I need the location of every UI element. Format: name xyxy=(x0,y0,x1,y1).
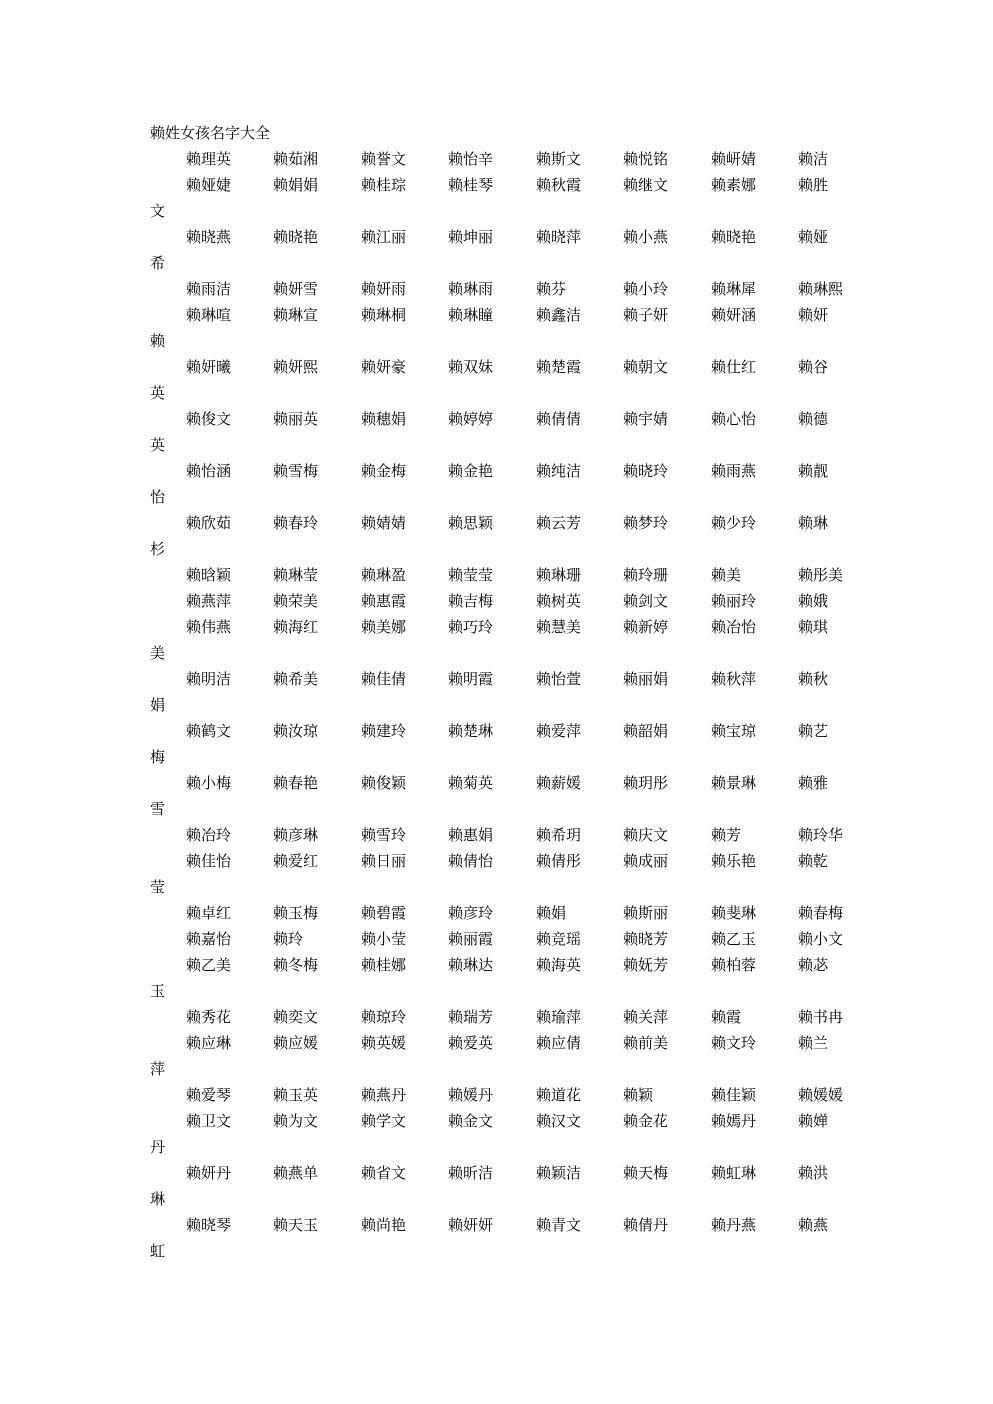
name-entry: 赖海红 xyxy=(273,618,319,636)
name-row xyxy=(150,926,870,952)
name-entry: 赖怡萱 xyxy=(536,670,582,688)
name-entry: 赖海英 xyxy=(536,956,582,974)
name-entry: 赖爱红 xyxy=(273,852,319,870)
name-entry: 赖怡涵 xyxy=(186,462,232,480)
name-entry: 赖妍妍 xyxy=(448,1216,494,1234)
name-entry: 赖秋霞 xyxy=(536,176,582,194)
name-entry: 赖婵 xyxy=(798,1112,829,1130)
name-entry: 赖悦铭 xyxy=(623,150,669,168)
name-entry: 赖爱琴 xyxy=(186,1086,232,1104)
name-entry: 赖妍涵 xyxy=(711,306,757,324)
name-row xyxy=(150,718,870,770)
name-entry: 赖誉文 xyxy=(361,150,407,168)
name-entry: 赖瑞芳 xyxy=(448,1008,494,1026)
name-entry: 赖成丽 xyxy=(623,852,669,870)
name-row xyxy=(150,1004,870,1030)
name-entry: 赖云芳 xyxy=(536,514,582,532)
name-entry: 赖靓 xyxy=(798,462,829,480)
name-entry: 赖冶怡 xyxy=(711,618,757,636)
name-entry: 赖妩芳 xyxy=(623,956,669,974)
name-entry: 赖卓红 xyxy=(186,904,232,922)
name-entry: 赖倩怡 xyxy=(448,852,494,870)
name-entry: 赖乐艳 xyxy=(711,852,757,870)
name-entry: 赖秀花 xyxy=(186,1008,232,1026)
name-row xyxy=(150,146,870,172)
name-entry: 赖琳犀 xyxy=(711,280,757,298)
name-entry: 赖妍雨 xyxy=(361,280,407,298)
name-entry: 赖为文 xyxy=(273,1112,319,1130)
name-entry: 赖庆文 xyxy=(623,826,669,844)
name-entry: 赖韶娟 xyxy=(623,722,669,740)
name-entry: 赖倩彤 xyxy=(536,852,582,870)
name-row xyxy=(150,510,870,562)
name-entry: 赖燕萍 xyxy=(186,592,232,610)
name-entry: 赖妍曦 xyxy=(186,358,232,376)
name-entry: 赖楚霞 xyxy=(536,358,582,376)
name-entry: 赖晓玲 xyxy=(623,462,669,480)
name-entry: 赖芳 xyxy=(711,826,742,844)
name-row xyxy=(150,1160,870,1212)
name-entry: 赖桂琴 xyxy=(448,176,494,194)
name-entry: 赖洪 xyxy=(798,1164,829,1182)
name-row xyxy=(150,1212,870,1264)
name-row xyxy=(150,562,870,588)
name-entry: 赖惠娟 xyxy=(448,826,494,844)
name-entry: 赖继文 xyxy=(623,176,669,194)
name-entry: 赖英媛 xyxy=(361,1034,407,1052)
name-entry: 赖道花 xyxy=(536,1086,582,1104)
name-entry: 赖胜 xyxy=(798,176,829,194)
name-continuation: 文 xyxy=(150,202,166,220)
name-entry: 赖金文 xyxy=(448,1112,494,1130)
name-entry: 赖琳达 xyxy=(448,956,494,974)
name-entry: 赖金梅 xyxy=(361,462,407,480)
name-entry: 赖希美 xyxy=(273,670,319,688)
name-entry: 赖妍 xyxy=(798,306,829,324)
name-entry: 赖颖 xyxy=(623,1086,654,1104)
name-row xyxy=(150,900,870,926)
name-row xyxy=(150,770,870,822)
name-entry: 赖倩丹 xyxy=(623,1216,669,1234)
name-entry: 赖小玲 xyxy=(623,280,669,298)
name-entry: 赖秋萍 xyxy=(711,670,757,688)
name-entry: 赖艺 xyxy=(798,722,829,740)
name-continuation: 美 xyxy=(150,644,166,662)
name-entry: 赖霞 xyxy=(711,1008,742,1026)
name-continuation: 英 xyxy=(150,436,166,454)
name-entry: 赖金花 xyxy=(623,1112,669,1130)
name-entry: 赖琳珊 xyxy=(536,566,582,584)
name-entry: 赖希玥 xyxy=(536,826,582,844)
name-entry: 赖斐琳 xyxy=(711,904,757,922)
name-entry: 赖天梅 xyxy=(623,1164,669,1182)
name-entry: 赖美娜 xyxy=(361,618,407,636)
name-entry: 赖欣茹 xyxy=(186,514,232,532)
name-entry: 赖斯丽 xyxy=(623,904,669,922)
name-entry: 赖明洁 xyxy=(186,670,232,688)
name-entry: 赖竞瑶 xyxy=(536,930,582,948)
name-row xyxy=(150,848,870,900)
name-row xyxy=(150,1082,870,1108)
name-entry: 赖小莹 xyxy=(361,930,407,948)
name-entry: 赖雪玲 xyxy=(361,826,407,844)
name-entry: 赖琳雨 xyxy=(448,280,494,298)
name-entry: 赖娥 xyxy=(798,592,829,610)
name-entry: 赖嫣丹 xyxy=(711,1112,757,1130)
name-entry: 赖玲珊 xyxy=(623,566,669,584)
name-entry: 赖雨燕 xyxy=(711,462,757,480)
name-entry: 赖洁 xyxy=(798,150,829,168)
name-continuation: 丹 xyxy=(150,1138,166,1156)
name-entry: 赖琪 xyxy=(798,618,829,636)
name-entry: 赖谷 xyxy=(798,358,829,376)
name-entry: 赖媛丹 xyxy=(448,1086,494,1104)
name-entry: 赖纯洁 xyxy=(536,462,582,480)
name-row xyxy=(150,224,870,276)
name-entry: 赖琳桐 xyxy=(361,306,407,324)
name-entry: 赖景琳 xyxy=(711,774,757,792)
name-entry: 赖岍婧 xyxy=(711,150,757,168)
name-entry: 赖理英 xyxy=(186,150,232,168)
name-row xyxy=(150,1108,870,1160)
document-title: 赖姓女孩名字大全 xyxy=(150,124,271,142)
name-entry: 赖琳宣 xyxy=(273,306,319,324)
name-entry: 赖惠霞 xyxy=(361,592,407,610)
name-entry: 赖俊颖 xyxy=(361,774,407,792)
name-entry: 赖学文 xyxy=(361,1112,407,1130)
name-entry: 赖晓琴 xyxy=(186,1216,232,1234)
name-entry: 赖梦玲 xyxy=(623,514,669,532)
name-entry: 赖妍熙 xyxy=(273,358,319,376)
name-entry: 赖娟娟 xyxy=(273,176,319,194)
name-entry: 赖日丽 xyxy=(361,852,407,870)
name-entry: 赖应倩 xyxy=(536,1034,582,1052)
name-entry: 赖仕红 xyxy=(711,358,757,376)
name-entry: 赖茹湘 xyxy=(273,150,319,168)
name-row xyxy=(150,614,870,666)
name-entry: 赖爱英 xyxy=(448,1034,494,1052)
name-entry: 赖冬梅 xyxy=(273,956,319,974)
name-entry: 赖春艳 xyxy=(273,774,319,792)
name-entry: 赖晗颖 xyxy=(186,566,232,584)
name-entry: 赖琳 xyxy=(798,514,829,532)
name-entry: 赖文玲 xyxy=(711,1034,757,1052)
name-entry: 赖虹琳 xyxy=(711,1164,757,1182)
name-entry: 赖乙美 xyxy=(186,956,232,974)
name-entry: 赖娟 xyxy=(536,904,567,922)
name-row xyxy=(150,458,870,510)
name-entry: 赖冶玲 xyxy=(186,826,232,844)
name-entry: 赖怡辛 xyxy=(448,150,494,168)
name-row xyxy=(150,302,870,354)
name-entry: 赖前美 xyxy=(623,1034,669,1052)
name-entry: 赖彦玲 xyxy=(448,904,494,922)
name-entry: 赖倩倩 xyxy=(536,410,582,428)
name-entry: 赖穗娟 xyxy=(361,410,407,428)
name-entry: 赖天玉 xyxy=(273,1216,319,1234)
name-entry: 赖荣美 xyxy=(273,592,319,610)
name-entry: 赖朝文 xyxy=(623,358,669,376)
document-page xyxy=(150,120,870,1264)
name-entry: 赖碧霞 xyxy=(361,904,407,922)
name-list xyxy=(150,146,870,1264)
name-entry: 赖宇婧 xyxy=(623,410,669,428)
name-entry: 赖玲华 xyxy=(798,826,844,844)
name-entry: 赖鹤文 xyxy=(186,722,232,740)
name-entry: 赖少玲 xyxy=(711,514,757,532)
name-entry: 赖婷婷 xyxy=(448,410,494,428)
name-entry: 赖晓艳 xyxy=(711,228,757,246)
name-entry: 赖琳瞳 xyxy=(448,306,494,324)
name-entry: 赖娅 xyxy=(798,228,829,246)
name-continuation: 莹 xyxy=(150,878,166,896)
name-continuation: 娟 xyxy=(150,696,166,714)
name-entry: 赖颖洁 xyxy=(536,1164,582,1182)
name-row xyxy=(150,822,870,848)
name-entry: 赖小燕 xyxy=(623,228,669,246)
name-entry: 赖江丽 xyxy=(361,228,407,246)
name-continuation: 英 xyxy=(150,384,166,402)
name-entry: 赖雨洁 xyxy=(186,280,232,298)
name-entry: 赖吉梅 xyxy=(448,592,494,610)
name-entry: 赖玥彤 xyxy=(623,774,669,792)
name-entry: 赖鑫洁 xyxy=(536,306,582,324)
name-entry: 赖剑文 xyxy=(623,592,669,610)
name-entry: 赖卫文 xyxy=(186,1112,232,1130)
name-entry: 赖彦琳 xyxy=(273,826,319,844)
name-entry: 赖彤美 xyxy=(798,566,844,584)
name-entry: 赖莹莹 xyxy=(448,566,494,584)
name-entry: 赖巧玲 xyxy=(448,618,494,636)
name-entry: 赖琳盈 xyxy=(361,566,407,584)
name-entry: 赖奕文 xyxy=(273,1008,319,1026)
name-entry: 赖琳熙 xyxy=(798,280,844,298)
name-entry: 赖晓燕 xyxy=(186,228,232,246)
name-entry: 赖丹燕 xyxy=(711,1216,757,1234)
name-entry: 赖慧美 xyxy=(536,618,582,636)
name-continuation: 杉 xyxy=(150,540,166,558)
name-row xyxy=(150,588,870,614)
name-entry: 赖琳莹 xyxy=(273,566,319,584)
name-continuation: 赖 xyxy=(150,332,166,350)
name-entry: 赖晓萍 xyxy=(536,228,582,246)
name-entry: 赖嘉怡 xyxy=(186,930,232,948)
name-entry: 赖妍雪 xyxy=(273,280,319,298)
name-entry: 赖媛媛 xyxy=(798,1086,844,1104)
name-entry: 赖书冉 xyxy=(798,1008,844,1026)
name-entry: 赖琳喧 xyxy=(186,306,232,324)
name-entry: 赖昕洁 xyxy=(448,1164,494,1182)
name-entry: 赖燕 xyxy=(798,1216,829,1234)
name-entry: 赖青文 xyxy=(536,1216,582,1234)
name-entry: 赖树英 xyxy=(536,592,582,610)
name-entry: 赖燕单 xyxy=(273,1164,319,1182)
name-entry: 赖子妍 xyxy=(623,306,669,324)
name-entry: 赖佳怡 xyxy=(186,852,232,870)
name-row xyxy=(150,952,870,1004)
name-entry: 赖丽英 xyxy=(273,410,319,428)
name-entry: 赖坤丽 xyxy=(448,228,494,246)
name-entry: 赖尚艳 xyxy=(361,1216,407,1234)
name-continuation: 希 xyxy=(150,254,166,272)
name-row xyxy=(150,276,870,302)
name-continuation: 雪 xyxy=(150,800,166,818)
name-entry: 赖小文 xyxy=(798,930,844,948)
name-entry: 赖汝琼 xyxy=(273,722,319,740)
name-entry: 赖佳颖 xyxy=(711,1086,757,1104)
name-entry: 赖晓艳 xyxy=(273,228,319,246)
name-continuation: 怡 xyxy=(150,488,166,506)
name-continuation: 梅 xyxy=(150,748,166,766)
name-entry: 赖苾 xyxy=(798,956,829,974)
name-continuation: 萍 xyxy=(150,1060,166,1078)
name-entry: 赖玲 xyxy=(273,930,304,948)
name-row xyxy=(150,1030,870,1082)
name-entry: 赖晓芳 xyxy=(623,930,669,948)
name-entry: 赖婧婧 xyxy=(361,514,407,532)
name-entry: 赖小梅 xyxy=(186,774,232,792)
name-entry: 赖佳倩 xyxy=(361,670,407,688)
name-entry: 赖燕丹 xyxy=(361,1086,407,1104)
name-entry: 赖斯文 xyxy=(536,150,582,168)
name-entry: 赖雅 xyxy=(798,774,829,792)
name-entry: 赖玉梅 xyxy=(273,904,319,922)
name-entry: 赖妍丹 xyxy=(186,1164,232,1182)
name-entry: 赖心怡 xyxy=(711,410,757,428)
name-entry: 赖新婷 xyxy=(623,618,669,636)
name-row xyxy=(150,406,870,458)
name-entry: 赖乙玉 xyxy=(711,930,757,948)
name-entry: 赖丽玲 xyxy=(711,592,757,610)
name-entry: 赖丽娟 xyxy=(623,670,669,688)
name-entry: 赖建玲 xyxy=(361,722,407,740)
name-entry: 赖思颖 xyxy=(448,514,494,532)
name-entry: 赖乾 xyxy=(798,852,829,870)
name-entry: 赖俊文 xyxy=(186,410,232,428)
name-entry: 赖桂琮 xyxy=(361,176,407,194)
name-entry: 赖伟燕 xyxy=(186,618,232,636)
name-entry: 赖省文 xyxy=(361,1164,407,1182)
name-entry: 赖爱萍 xyxy=(536,722,582,740)
name-entry: 赖德 xyxy=(798,410,829,428)
name-entry: 赖关萍 xyxy=(623,1008,669,1026)
name-entry: 赖秋 xyxy=(798,670,829,688)
name-entry: 赖美 xyxy=(711,566,742,584)
name-entry: 赖素娜 xyxy=(711,176,757,194)
name-entry: 赖菊英 xyxy=(448,774,494,792)
name-entry: 赖宝琼 xyxy=(711,722,757,740)
name-continuation: 琳 xyxy=(150,1190,166,1208)
name-entry: 赖柏蓉 xyxy=(711,956,757,974)
name-row xyxy=(150,666,870,718)
name-entry: 赖楚琳 xyxy=(448,722,494,740)
name-entry: 赖琼玲 xyxy=(361,1008,407,1026)
name-entry: 赖娅婕 xyxy=(186,176,232,194)
name-entry: 赖双妹 xyxy=(448,358,494,376)
name-entry: 赖芬 xyxy=(536,280,567,298)
name-entry: 赖桂娜 xyxy=(361,956,407,974)
name-entry: 赖春梅 xyxy=(798,904,844,922)
name-row xyxy=(150,172,870,224)
name-entry: 赖汉文 xyxy=(536,1112,582,1130)
name-entry: 赖雪梅 xyxy=(273,462,319,480)
name-entry: 赖春玲 xyxy=(273,514,319,532)
name-entry: 赖玉英 xyxy=(273,1086,319,1104)
name-continuation: 虹 xyxy=(150,1242,166,1260)
name-entry: 赖金艳 xyxy=(448,462,494,480)
name-entry: 赖兰 xyxy=(798,1034,829,1052)
name-entry: 赖丽霞 xyxy=(448,930,494,948)
name-entry: 赖应琳 xyxy=(186,1034,232,1052)
name-continuation: 玉 xyxy=(150,982,166,1000)
name-entry: 赖薪媛 xyxy=(536,774,582,792)
name-entry: 赖妍豪 xyxy=(361,358,407,376)
name-entry: 赖应媛 xyxy=(273,1034,319,1052)
name-row xyxy=(150,354,870,406)
name-entry: 赖瑜萍 xyxy=(536,1008,582,1026)
name-entry: 赖明霞 xyxy=(448,670,494,688)
